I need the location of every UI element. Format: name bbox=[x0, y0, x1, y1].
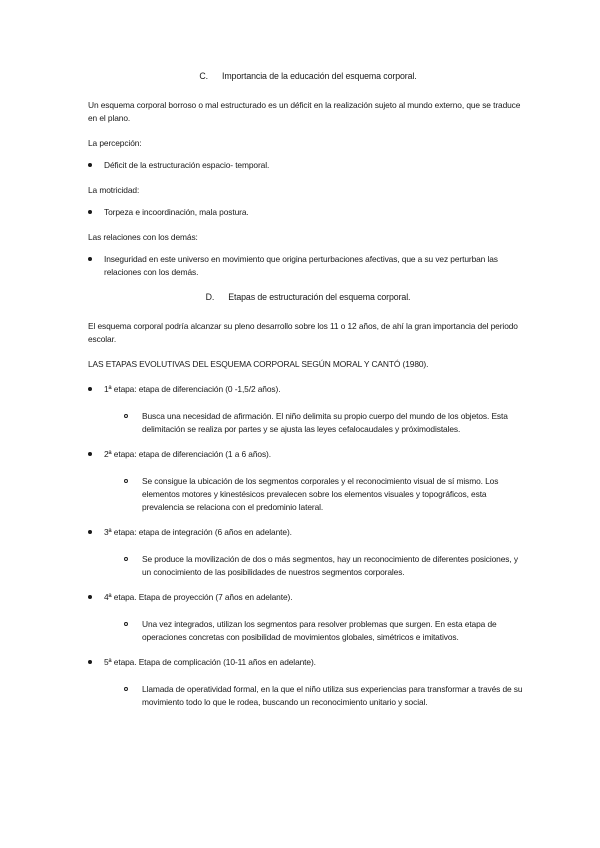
stage-4 bbox=[88, 591, 528, 604]
sub-bullet-icon bbox=[124, 687, 128, 691]
bullet-icon bbox=[88, 257, 92, 261]
motricity-item bbox=[88, 206, 528, 219]
section-c-title: Importancia de la educación del esquema corporal. bbox=[221, 71, 417, 81]
section-d-title: Etapas de estructuración del esquema corporal. bbox=[228, 292, 411, 302]
relations-label: Las relaciones con los demás: bbox=[88, 232, 198, 242]
stage-2 bbox=[88, 448, 528, 461]
stage-2-title: 2ª etapa: etapa de diferenciación (1 a 6 años). bbox=[104, 449, 271, 459]
section-c-heading bbox=[88, 70, 528, 83]
stage-2-detail bbox=[88, 475, 528, 514]
bullet-icon bbox=[88, 595, 92, 599]
section-d-heading bbox=[88, 291, 528, 304]
stage-1-detail bbox=[88, 410, 528, 436]
sub-bullet-icon bbox=[124, 479, 128, 483]
stage-3-detail bbox=[88, 553, 528, 579]
bullet-icon bbox=[88, 210, 92, 214]
motricity-label: La motricidad: bbox=[88, 185, 140, 195]
stage-1-title: 1ª etapa: etapa de diferenciación (0 -1,5/2 años). bbox=[104, 384, 281, 394]
stage-5-detail-text: Llamada de operatividad formal, en la que el niño utiliza sus experiencias para transformar a través de su movimiento todo lo que le rodea, buscando un reconocimiento unitario y social. bbox=[142, 684, 523, 707]
section-c-letter: C. bbox=[199, 71, 208, 81]
stage-1 bbox=[88, 383, 528, 396]
stage-4-detail-text: Una vez integrados, utilizan los segmentos para resolver problemas que surgen. En esta etapa de operaciones concretas con posibilidad de movimientos globales, simétricos e imitativos. bbox=[142, 619, 497, 642]
perception-item-text: Déficit de la estructuración espacio- temporal. bbox=[104, 160, 270, 170]
section-d-letter: D. bbox=[205, 292, 215, 302]
stage-5 bbox=[88, 656, 528, 669]
intro-c-paragraph: Un esquema corporal borroso o mal estructurado es un déficit en la realización sujeto al mundo externo, que se traduce en el plano. bbox=[88, 100, 521, 123]
motricity-item-text: Torpeza e incoordinación, mala postura. bbox=[104, 207, 249, 217]
sub-bullet-icon bbox=[124, 557, 128, 561]
relations-item-text: Inseguridad en este universo en movimiento que origina perturbaciones afectivas, que a su vez perturban las relaciones con los demás. bbox=[104, 254, 498, 277]
sub-bullet-icon bbox=[124, 622, 128, 626]
stage-3-detail-text: Se produce la movilización de dos o más segmentos, hay un reconocimiento de diferentes posiciones, y un conocimiento de las posibilidades de nuestros segmentos corporales. bbox=[142, 554, 518, 577]
stage-1-detail-text: Busca una necesidad de afirmación. El niño delimita su propio cuerpo del mundo de los objetos. Esta delimitación se realiza por partes y se ajusta las leyes cefalocaudales y próximodistales. bbox=[142, 411, 508, 434]
stage-4-title: 4ª etapa. Etapa de proyección (7 años en adelante). bbox=[104, 592, 293, 602]
document-body bbox=[88, 70, 528, 721]
bullet-icon bbox=[88, 530, 92, 534]
perception-label: La percepción: bbox=[88, 138, 142, 148]
stage-4-detail bbox=[88, 618, 528, 644]
sub-bullet-icon bbox=[124, 414, 128, 418]
bullet-icon bbox=[88, 163, 92, 167]
bullet-icon bbox=[88, 387, 92, 391]
stage-5-detail bbox=[88, 683, 528, 709]
bullet-icon bbox=[88, 660, 92, 664]
stage-5-title: 5ª etapa. Etapa de complicación (10-11 años en adelante). bbox=[104, 657, 316, 667]
stage-2-detail-text: Se consigue la ubicación de los segmentos corporales y el reconocimiento visual de sí mismo. Los elementos motores y kinestésicos prevalecen sobre los elementos visuales y topográficos, esta prevalencia se relaciona con el predominio lateral. bbox=[142, 476, 499, 512]
relations-item bbox=[88, 253, 528, 279]
perception-item bbox=[88, 159, 528, 172]
stages-heading: LAS ETAPAS EVOLUTIVAS DEL ESQUEMA CORPORAL SEGÚN MORAL Y CANTÓ (1980). bbox=[88, 359, 429, 369]
stage-3-title: 3ª etapa: etapa de integración (6 años en adelante). bbox=[104, 527, 292, 537]
stage-3 bbox=[88, 526, 528, 539]
intro-d-paragraph: El esquema corporal podría alcanzar su pleno desarrollo sobre los 11 o 12 años, de ahí la gran importancia del periodo escolar. bbox=[88, 321, 518, 344]
bullet-icon bbox=[88, 452, 92, 456]
